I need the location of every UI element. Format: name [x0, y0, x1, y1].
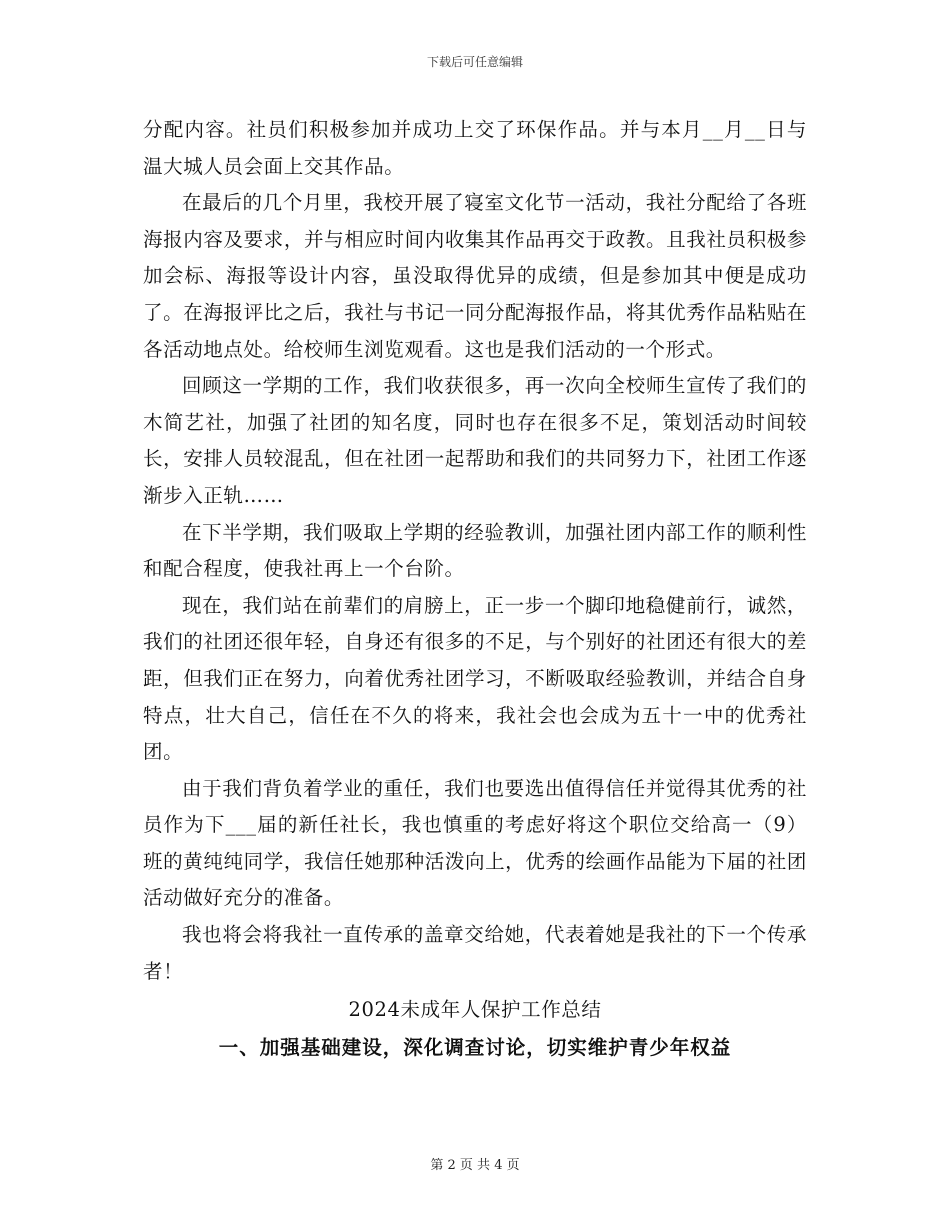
paragraph-seal: 我也将会将我社一直传承的盖章交给她，代表着她是我社的下一个传承者！	[143, 923, 807, 983]
page-header: 下载后可任意编辑	[426, 55, 523, 69]
paragraph-continuation: 分配内容。社员们积极参加并成功上交了环保作品。并与本月__月__日与温大城人员会面上交其作品。	[143, 118, 807, 178]
paragraph-successor: 由于我们背负着学业的重任，我们也要选出值得信任并觉得其优秀的社员作为下___届的新任社长，我也慎重的考虑好将这个职位交给高一（9）班的黄纯纯同学，我信任她那种活泼向上，优秀的绘画作品能为下届的社团活动做好充分的准备。	[143, 776, 807, 910]
page-number: 第 2 页 共 4 页	[430, 1158, 520, 1173]
document-title: 2024未成年人保护工作总结	[348, 998, 602, 1022]
section-heading: 一、加强基础建设，深化调查讨论，切实维护青少年权益	[218, 1035, 732, 1059]
document-body	[143, 112, 807, 1067]
paragraph-review: 回顾这一学期的工作，我们收获很多，再一次向全校师生宣传了我们的木简艺社，加强了社团的知名度，同时也存在很多不足，策划活动时间较长，安排人员较混乱，但在社团一起帮助和我们的共同努力下，社团工作逐渐步入正轨……	[143, 374, 807, 507]
paragraph-present: 现在，我们站在前辈们的肩膀上，正一步一个脚印地稳健前行，诚然，我们的社团还很年轻，自身还有很多的不足，与个别好的社团还有很大的差距，但我们正在努力，向着优秀社团学习，不断吸取经验教训，并结合自身特点，壮大自己，信任在不久的将来，我社会也会成为五十一中的优秀社团。	[143, 593, 807, 764]
paragraph-dorm-culture: 在最后的几个月里，我校开展了寝室文化节一活动，我社分配给了各班海报内容及要求，并与相应时间内收集其作品再交于政教。且我社员积极参加会标、海报等设计内容，虽没取得优异的成绩，但是参加其中便是成功了。在海报评比之后，我社与书记一同分配海报作品，将其优秀作品粘贴在各活动地点处。给校师生浏览观看。这也是我们活动的一个形式。	[143, 191, 807, 361]
paragraph-next-semester: 在下半学期，我们吸取上学期的经验教训，加强社团内部工作的顺利性和配合程度，使我社再上一个台阶。	[143, 520, 807, 581]
